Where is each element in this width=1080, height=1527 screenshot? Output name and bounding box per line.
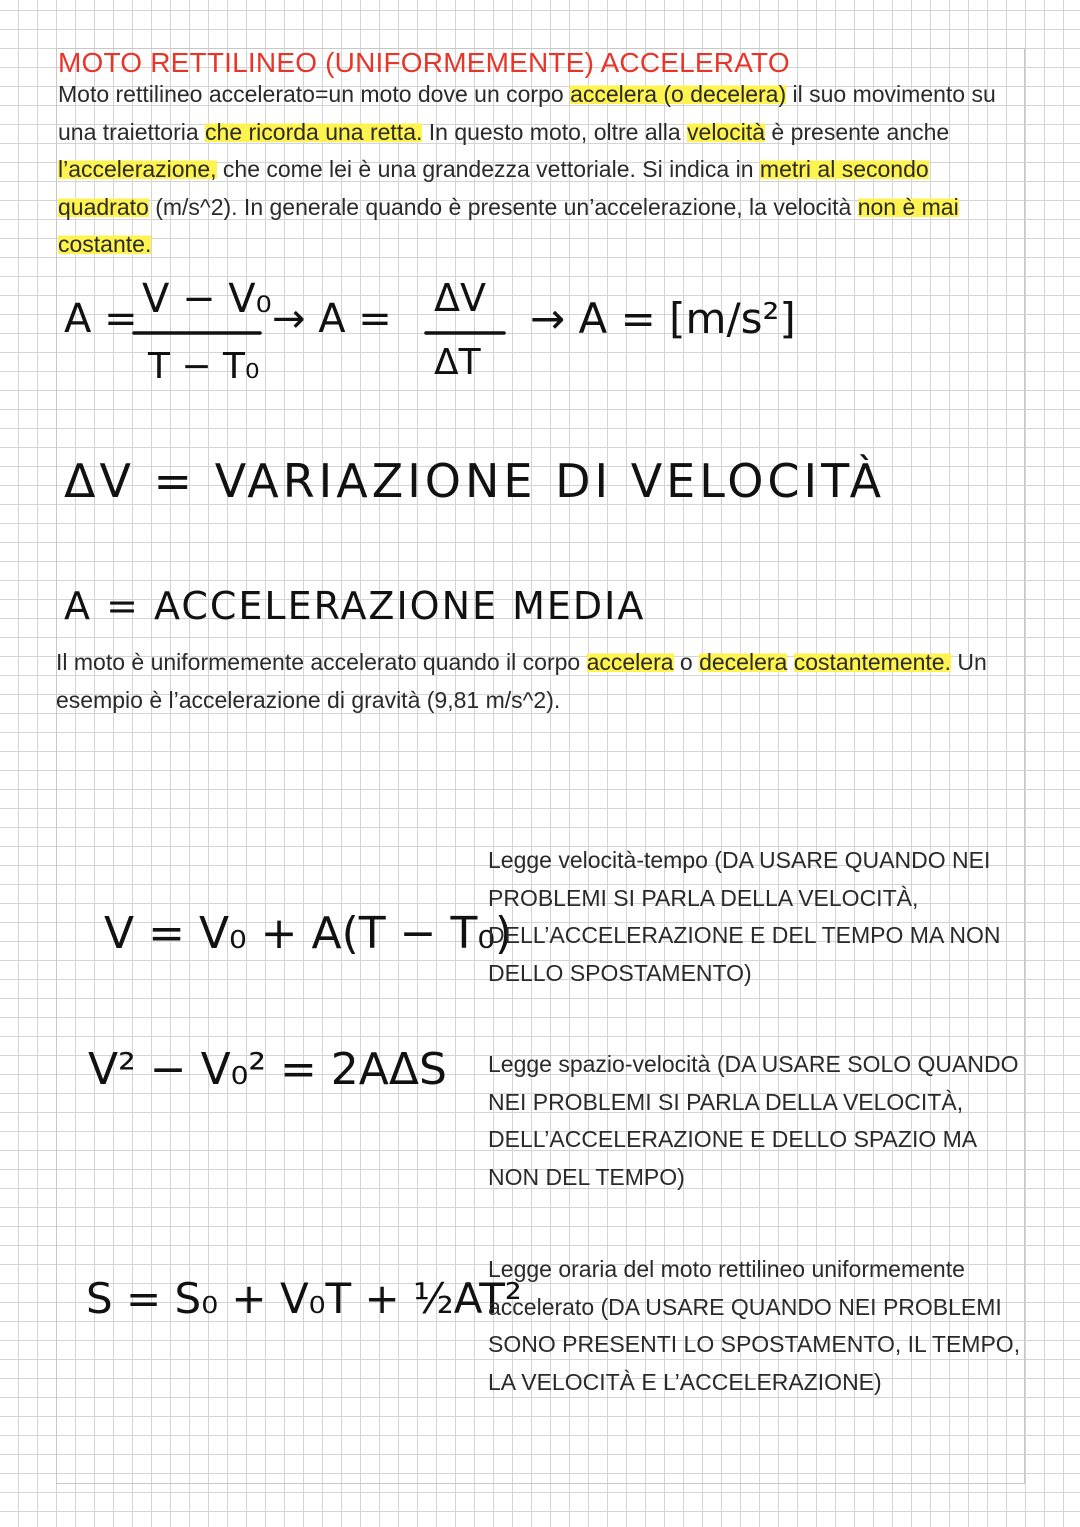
delta-v-definition: ΔV = VARIAZIONE DI VELOCITÀ (64, 454, 886, 508)
space-velocity-law: Legge spazio-velocità (DA USARE SOLO QUANDO NEI PROBLEMI SI PARLA DELLA VELOCITÀ, DELL’ACCELERAZIONE E DELLO SPAZIO MA NON DEL TEMPO) (488, 1051, 1019, 1190)
highlight: che ricorda una retta. (205, 118, 423, 145)
uniform-text (787, 649, 793, 675)
space-velocity-formula: V² − V₀² = 2AΔS (88, 1044, 447, 1095)
highlight: decelera (699, 649, 788, 675)
uniform-text: Il moto è uniformemente accelerato quando il corpo (56, 649, 587, 675)
highlight: costantemente. (793, 649, 951, 675)
formula-unit: → A = [m/s²] (530, 294, 796, 343)
formula-lhs: A = (64, 296, 138, 342)
page-title: MOTO RETTILINEO (UNIFORMEMENTE) ACCELERATO (58, 47, 790, 78)
formula-numerator: V − V₀ (142, 276, 272, 322)
highlight: accelera (o decelera) (570, 81, 787, 107)
uniform-paragraph (56, 644, 1016, 719)
formula-arrow-a: → A = (272, 296, 392, 342)
intro-text: In questo moto, oltre alla (422, 118, 688, 145)
formula-denominator: T − T₀ (148, 346, 260, 387)
fraction-bar (424, 330, 506, 336)
highlight: non è mai costante. (58, 193, 959, 257)
fraction-bar (132, 330, 262, 336)
highlight: l’accelerazione, (58, 156, 217, 182)
position-time-law: Legge oraria del moto rettilineo uniformemente accelerato (DA USARE QUANDO NEI PROBLEMI SONO PRESENTI LO SPOSTAMENTO, IL TEMPO, LA VELOCITÀ E L’ACCELERAZIONE) (488, 1256, 1021, 1395)
formula-delta-v: ΔV (434, 276, 486, 320)
intro-text: che come lei è una grandezza vettoriale. Si indica in (216, 156, 760, 182)
acceleration-definition: A = ACCELERAZIONE MEDIA (64, 584, 646, 628)
intro-text: è presente anche (765, 118, 950, 145)
intro-paragraph (58, 76, 1018, 264)
intro-text: Moto rettilineo accelerato=un moto dove un corpo (58, 81, 571, 107)
intro-text: il suo movimento su una traiettoria (58, 81, 996, 145)
highlight: velocità (687, 118, 766, 145)
highlight: accelera (586, 649, 674, 675)
uniform-text: Un esempio è l’accelerazione di gravità (9,81 m/s^2). (56, 649, 987, 713)
uniform-text: o (673, 649, 700, 675)
formula-delta-t: ΔT (434, 342, 481, 383)
velocity-time-law: Legge velocità-tempo (DA USARE QUANDO NEI PROBLEMI SI PARLA DELLA VELOCITÀ, DELL’ACCELERAZIONE E DEL TEMPO MA NON DELLO SPOSTAMENTO) (488, 847, 1001, 986)
position-time-formula: S = S₀ + V₀T + ½AT² (86, 1274, 522, 1323)
highlight: metri al secondo quadrato (58, 156, 929, 220)
intro-text: (m/s^2). In generale quando è presente un’accelerazione, la velocità (148, 193, 858, 220)
velocity-time-formula: V = V₀ + A(T − T₀) (104, 908, 513, 959)
